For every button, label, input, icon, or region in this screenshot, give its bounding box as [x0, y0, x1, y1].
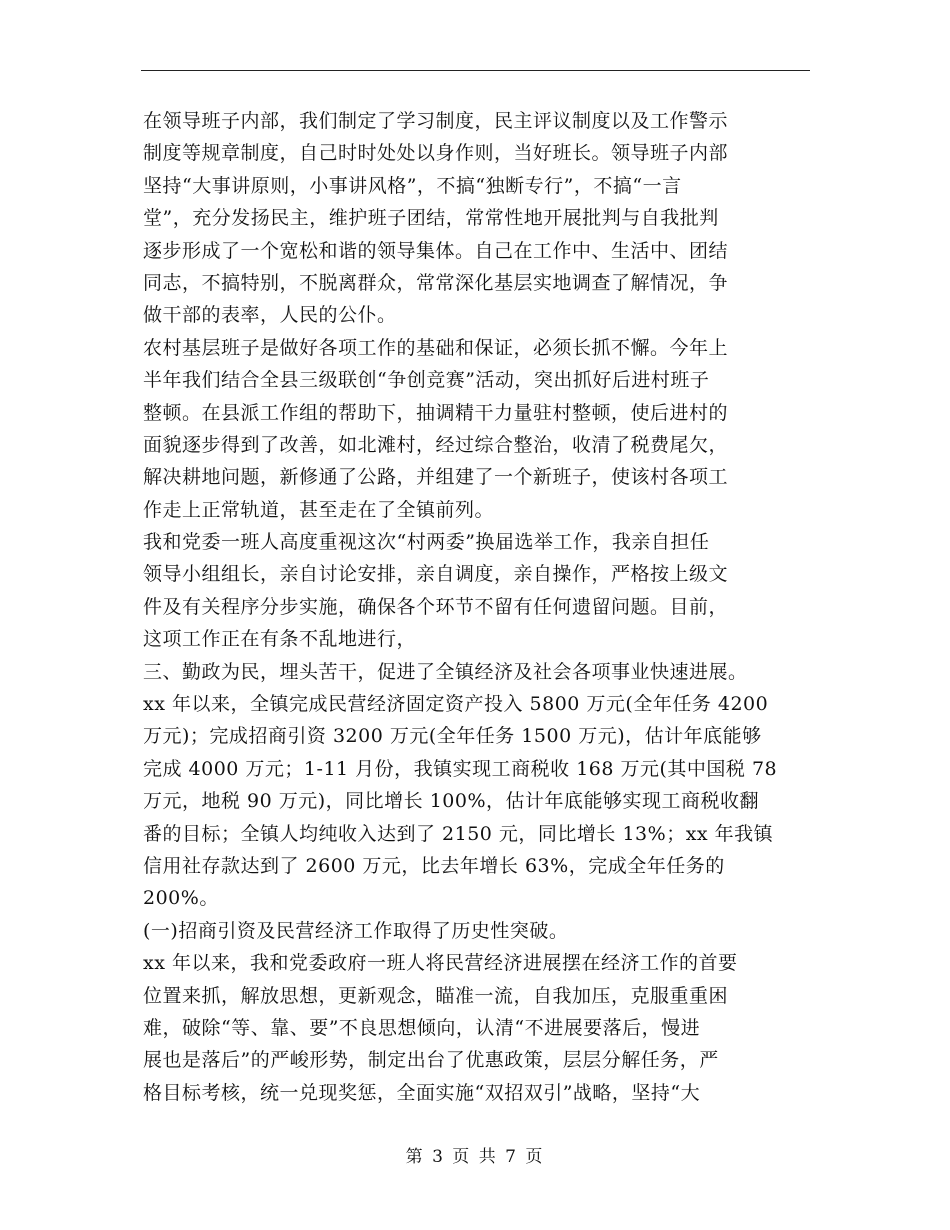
text-line: 位置来抓，解放思想，更新观念，瞄准一流，自我加压，克服重重困	[143, 984, 729, 1007]
page-number-footer: 第 3 页 共 7 页	[405, 1147, 545, 1167]
text-line: 面貌逐步得到了改善，如北滩村，经过综合整治，收清了税费尾欠，	[143, 433, 729, 456]
text-line: 200%。	[143, 887, 219, 910]
text-line: 解决耕地问题，新修通了公路，并组建了一个新班子，使该村各项工	[143, 466, 729, 489]
text-line: 农村基层班子是做好各项工作的基础和保证，必须长抓不懈。今年上	[143, 336, 729, 359]
text-line: 制度等规章制度，自己时时处处以身作则，当好班长。领导班子内部	[143, 142, 729, 165]
text-line: 半年我们结合全县三级联创“争创竞赛”活动，突出抓好后进村班子	[143, 369, 710, 392]
text-line: 做干部的表率，人民的公仆。	[143, 304, 397, 327]
text-line: xx 年以来，全镇完成民营经济固定资产投入 5800 万元(全年任务 4200	[143, 693, 769, 716]
text-line: 难，破除“等、靠、要”不良思想倾向，认清“不进展要落后，慢进	[143, 1016, 701, 1039]
text-line: 万元，地税 90 万元)，同比增长 100%，估计年底能够实现工商税收翻	[143, 790, 760, 813]
body-text	[143, 105, 813, 1109]
text-line: 展也是落后”的严峻形势，制定出台了优惠政策，层层分解任务，严	[143, 1049, 719, 1072]
header-rule	[141, 70, 810, 71]
text-line: 番的目标；全镇人均纯收入达到了 2150 元，同比增长 13%；xx 年我镇	[143, 822, 774, 845]
text-line: 堂”，充分发扬民主，维护班子团结，常常性地开展批判与自我批判	[143, 207, 719, 230]
text-line: xx 年以来，我和党委政府一班人将民营经济进展摆在经济工作的首要	[143, 952, 738, 975]
text-line: 信用社存款达到了 2600 万元，比去年增长 63%，完成全年任务的	[143, 854, 725, 877]
text-line: 在领导班子内部，我们制定了学习制度，民主评议制度以及工作警示	[143, 110, 729, 132]
text-line: 逐步形成了一个宽松和谐的领导集体。自己在工作中、生活中、团结	[143, 239, 729, 262]
subsection-heading: (一)招商引资及民营经济工作取得了历史性突破。	[143, 919, 569, 942]
text-line: 整顿。在县派工作组的帮助下，抽调精干力量驻村整顿，使后进村的	[143, 401, 729, 424]
text-line: 万元)；完成招商引资 3200 万元(全年任务 1500 万元)，估计年底能够	[143, 725, 762, 748]
text-line: 件及有关程序分步实施，确保各个环节不留有任何遗留问题。目前，	[143, 595, 729, 618]
text-line: 领导小组组长，亲自讨论安排，亲自调度，亲自操作，严格按上级文	[143, 563, 729, 586]
text-line: 我和党委一班人高度重视这次“村两委”换届选举工作，我亲自担任	[143, 531, 710, 554]
text-line: 这项工作正在有条不乱地进行，	[143, 628, 417, 651]
text-line: 坚持“大事讲原则，小事讲风格”，不搞“独断专行”，不搞“一言	[143, 174, 682, 197]
section-heading: 三、勤政为民，埋头苦干，促进了全镇经济及社会各项事业快速进展。	[143, 660, 748, 683]
text-line: 完成 4000 万元；1-11 月份，我镇实现工商税收 168 万元(其中国税 78	[143, 757, 778, 780]
text-line: 格目标考核，统一兑现奖惩，全面实施“双招双引”战略，坚持“大	[143, 1081, 701, 1104]
text-line: 同志，不搞特别，不脱离群众，常常深化基层实地调查了解情况，争	[143, 271, 729, 294]
text-line: 作走上正常轨道，甚至走在了全镇前列。	[143, 498, 495, 521]
